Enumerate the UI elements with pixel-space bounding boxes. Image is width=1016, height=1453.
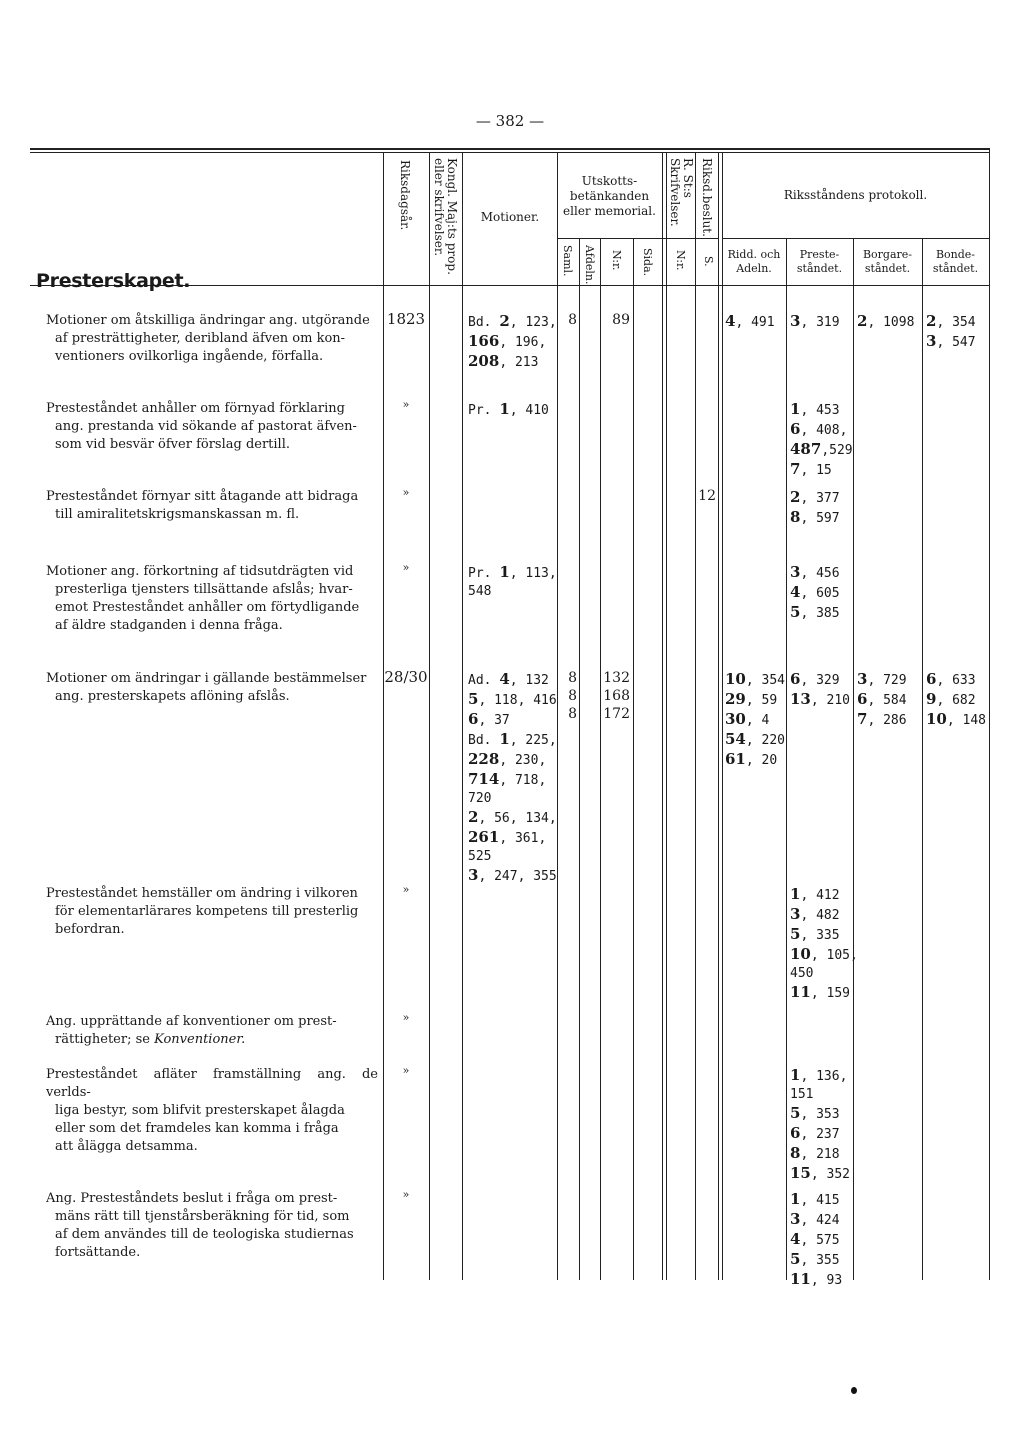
- motioner-ref-line: Ad. 4, 132: [468, 670, 549, 688]
- subheader-nr: N:r.: [610, 250, 623, 271]
- subheader-bonde-1: Bonde-: [935, 248, 976, 261]
- preste-ref-line: 3, 319: [790, 312, 840, 330]
- motioner-ref-line: 166, 196,: [468, 332, 547, 350]
- preste-ref-line: 1, 412: [790, 885, 840, 903]
- bonde-ref: [926, 312, 990, 352]
- description-line: presterliga tjensters tillsättande afslås; hvar-: [55, 582, 353, 597]
- description-line: för elementarlärares kompetens till presterlig: [55, 904, 359, 919]
- header-protokoll: Riksståndens protokoll.: [783, 188, 928, 202]
- preste-ref-line: 5, 353: [790, 1104, 840, 1122]
- riksdagsar-value: »: [402, 486, 410, 499]
- beslut-s-value: 12: [698, 488, 716, 504]
- description-line: Motioner om åtskilliga ändringar ang. utgörande: [46, 313, 370, 328]
- header-kongl: [432, 158, 458, 278]
- riksdagsar-value: »: [402, 1188, 410, 1201]
- riksdagsar-value: 28/30: [384, 668, 428, 686]
- subheader-ridd-2: Adeln.: [736, 262, 772, 275]
- header-kongl-text: Kongl. Maj:ts prop. eller skrifvelser.: [432, 158, 459, 275]
- entry-description: [46, 1013, 378, 1049]
- section-title: Presterskapet.: [36, 270, 191, 292]
- col-rule: [695, 152, 696, 1280]
- ridd-ref-line: 30, 4: [725, 710, 770, 728]
- description-line: Ang. Presteståndets beslut i fråga om prest-: [46, 1191, 338, 1206]
- entry-description: [46, 1190, 378, 1262]
- col-rule: [718, 152, 719, 1280]
- header-rsts-text: R. St:s Skrifvelser.: [668, 158, 695, 227]
- bonde-ref: [926, 670, 990, 730]
- preste-ref-line: 4, 605: [790, 583, 840, 601]
- preste-ref-line: 3, 456: [790, 563, 840, 581]
- riksdagsar-value: »: [402, 1064, 410, 1077]
- description-line: fortsättande.: [55, 1245, 141, 1260]
- preste-ref-line: 10, 105,: [790, 945, 858, 963]
- ridd-ref-line: 29, 59: [725, 690, 778, 708]
- motioner-ref-line: Pr. 1, 113,: [468, 563, 557, 581]
- description-line: Ang. upprättande af konventioner om prest-: [46, 1014, 337, 1029]
- col-rule: [462, 152, 463, 1280]
- subheader-bonde: [922, 248, 989, 276]
- description-line: mäns rätt till tjenstårsberäkning för tid, som: [55, 1209, 350, 1224]
- preste-ref-line: 6, 237: [790, 1124, 840, 1142]
- motioner-ref-line: 6, 37: [468, 710, 510, 728]
- entry-description: [46, 312, 378, 366]
- entry-description: [46, 670, 378, 706]
- preste-ref-line: 3, 482: [790, 905, 840, 923]
- riksdagsar-value: 1823: [386, 310, 426, 328]
- preste-ref-line: 5, 355: [790, 1250, 840, 1268]
- col-rule: [722, 152, 723, 1280]
- subheader-afdeln: Afdeln.: [583, 245, 596, 285]
- ridd-ref-line: 54, 220: [725, 730, 786, 748]
- motioner-ref-line: Bd. 2, 123,: [468, 312, 557, 330]
- description-line: liga bestyr, som blifvit presterskapet ålagda: [55, 1103, 345, 1118]
- preste-ref-line: 6, 329: [790, 670, 840, 688]
- preste-ref-line: 5, 385: [790, 603, 840, 621]
- motioner-ref-line: 228, 230,: [468, 750, 547, 768]
- preste-ref-line: 1, 136,: [790, 1066, 848, 1084]
- motioner-ref: [468, 670, 558, 886]
- entry-description: [46, 400, 378, 454]
- description-line: Presteståndet hemställer om ändring i vilkoren: [46, 886, 358, 901]
- col-rule: [922, 238, 923, 1280]
- table-top-rule: [30, 148, 990, 150]
- motioner-ref-line: 261, 361,: [468, 828, 547, 846]
- header-utskotts: [557, 174, 662, 219]
- col-rule: [600, 238, 601, 1280]
- bonde-ref-line: 3, 547: [926, 332, 976, 350]
- borgare-ref-line: 3, 729: [857, 670, 907, 688]
- description-line: rättigheter; se Konventioner.: [55, 1032, 246, 1047]
- motioner-ref-line: 720: [468, 791, 492, 806]
- preste-ref-line: 151: [790, 1087, 814, 1102]
- subheader-preste-1: Preste-: [799, 248, 840, 261]
- col-rule: [666, 152, 667, 1280]
- preste-ref-line: 450: [790, 966, 814, 981]
- table-top-rule-inner: [30, 152, 990, 153]
- motioner-ref-line: 3, 247, 355: [468, 866, 557, 884]
- preste-ref: [790, 563, 854, 623]
- subheader-bonde-2: ståndet.: [932, 262, 979, 275]
- subheader-preste: [786, 248, 853, 276]
- motioner-ref-line: 2, 56, 134,: [468, 808, 557, 826]
- description-line: Motioner ang. förkortning af tidsutdrägten vid: [46, 564, 354, 579]
- header-utskotts-1: Utskotts-: [581, 174, 638, 188]
- description-line: Presteståndet anhåller om förnyad förklaring: [46, 401, 345, 416]
- subheader-borgare: [853, 248, 922, 276]
- borgare-ref: [857, 312, 925, 332]
- preste-ref-line: 11, 159: [790, 983, 851, 1001]
- preste-ref: [790, 488, 854, 528]
- entry-description: [46, 885, 378, 939]
- borgare-ref-line: 7, 286: [857, 710, 907, 728]
- preste-ref: [790, 670, 854, 710]
- saml-value: 8: [568, 706, 577, 722]
- motioner-ref-line: 548: [468, 584, 492, 599]
- bonde-ref-line: 6, 633: [926, 670, 976, 688]
- ridd-ref-line: 4, 491: [725, 312, 775, 330]
- bonde-ref-line: 10, 148: [926, 710, 987, 728]
- preste-ref-line: 8, 597: [790, 508, 840, 526]
- nr-value: 168: [603, 688, 630, 704]
- bonde-ref-line: 2, 354: [926, 312, 976, 330]
- riksdagsar-value: »: [402, 1011, 410, 1024]
- ridd-ref-line: 10, 354: [725, 670, 786, 688]
- subheader-rule-right: [722, 238, 990, 239]
- preste-ref-line: 13, 210: [790, 690, 851, 708]
- motioner-ref: [468, 400, 558, 420]
- preste-ref-line: 8, 218: [790, 1144, 840, 1162]
- subheader-s: S.: [702, 256, 715, 267]
- saml-value: 8: [568, 670, 577, 686]
- description-line: befordran.: [55, 922, 125, 937]
- subheader-borgare-1: Borgare-: [862, 248, 913, 261]
- saml-value: 8: [568, 688, 577, 704]
- header-motioner: Motioner.: [480, 210, 540, 224]
- description-line: af dem användes till de teologiska studiernas: [55, 1227, 354, 1242]
- motioner-ref: [468, 312, 558, 372]
- description-line: eller som det framdeles kan komma i fråga: [55, 1121, 339, 1136]
- borgare-ref: [857, 670, 925, 730]
- preste-ref-line: 11, 93: [790, 1270, 843, 1288]
- col-rule: [579, 238, 580, 1280]
- borgare-ref-line: 2, 1098: [857, 312, 915, 330]
- preste-ref-line: 2, 377: [790, 488, 840, 506]
- preste-ref-line: 487,529: [790, 440, 853, 458]
- description-line: som vid besvär öfver förslag dertill.: [55, 437, 291, 452]
- description-line: Motioner om ändringar i gällande bestämmelser: [46, 671, 367, 686]
- preste-ref: [790, 1066, 854, 1184]
- nr-value: 89: [612, 312, 630, 328]
- ridd-ref: [725, 312, 789, 332]
- preste-ref-line: 1, 415: [790, 1190, 840, 1208]
- header-rsts: [668, 158, 694, 236]
- preste-ref-line: 1, 453: [790, 400, 840, 418]
- subheader-rule: [557, 238, 718, 239]
- motioner-ref-line: Pr. 1, 410: [468, 400, 549, 418]
- nr-value: 132: [603, 670, 630, 686]
- subheader-saml: Saml.: [561, 245, 574, 277]
- preste-ref: [790, 885, 858, 1003]
- riksdagsar-value: »: [402, 398, 410, 411]
- preste-ref-line: 3, 424: [790, 1210, 840, 1228]
- ink-dot: [851, 1387, 857, 1394]
- motioner-ref: [468, 563, 558, 601]
- description-line: af presträttigheter, deribland äfven om kon-: [55, 331, 346, 346]
- preste-ref: [790, 312, 854, 332]
- description-line: Presteståndet förnyar sitt åtagande att bidraga: [46, 489, 359, 504]
- nr-value: 172: [603, 706, 630, 722]
- col-rule: [633, 238, 634, 1280]
- header-utskotts-2: betänkanden: [569, 189, 650, 203]
- motioner-ref-line: 714, 718,: [468, 770, 547, 788]
- subheader-sida: Sida.: [641, 248, 654, 277]
- description-line: emot Presteståndet anhåller om förtydligande: [55, 600, 360, 615]
- subheader-ridd: [722, 248, 786, 276]
- description-line: af äldre stadganden i denna fråga.: [55, 618, 283, 633]
- entry-description: [46, 1066, 378, 1156]
- saml-value: 8: [568, 312, 577, 328]
- page-number: — 382 —: [475, 112, 545, 130]
- description-line: ventioners ovilkorliga ingående, förfalla.: [55, 349, 324, 364]
- motioner-ref-line: Bd. 1, 225,: [468, 730, 557, 748]
- motioner-ref-line: 208, 213: [468, 352, 539, 370]
- header-riksdagsar: Riksdagsår.: [398, 160, 412, 231]
- riksdagsar-value: »: [402, 561, 410, 574]
- description-line: ang. presterskapets aflöning afslås.: [55, 689, 290, 704]
- bonde-ref-line: 9, 682: [926, 690, 976, 708]
- col-rule: [429, 152, 430, 1280]
- preste-ref-line: 6, 408,: [790, 420, 848, 438]
- preste-ref-line: 4, 575: [790, 1230, 840, 1248]
- ridd-ref: [725, 670, 789, 770]
- description-line: Presteståndet afläter framställning ang. de verlds-: [46, 1067, 378, 1100]
- col-rule: [662, 152, 663, 1280]
- preste-ref-line: 7, 15: [790, 460, 832, 478]
- header-riksd-beslut: Riksd.beslut.: [700, 158, 714, 237]
- header-utskotts-3: eller memorial.: [563, 204, 656, 218]
- ridd-ref-line: 61, 20: [725, 750, 778, 768]
- subheader-nr-rsts: N:r.: [674, 250, 687, 271]
- description-line: att ålägga detsamma.: [55, 1139, 198, 1154]
- subheader-borgare-2: ståndet.: [864, 262, 911, 275]
- borgare-ref-line: 6, 584: [857, 690, 907, 708]
- motioner-ref-line: 525: [468, 849, 492, 864]
- preste-ref: [790, 1190, 854, 1290]
- motioner-ref-line: 5, 118, 416: [468, 690, 557, 708]
- riksdagsar-value: »: [402, 883, 410, 896]
- preste-ref-line: 15, 352: [790, 1164, 851, 1182]
- entry-description: [46, 563, 378, 635]
- description-line: till amiralitetskrigsmanskassan m. fl.: [55, 507, 300, 522]
- preste-ref: [790, 400, 854, 480]
- subheader-ridd-1: Ridd. och: [727, 248, 781, 261]
- subheader-preste-2: ståndet.: [796, 262, 843, 275]
- entry-description: [46, 488, 378, 524]
- preste-ref-line: 5, 335: [790, 925, 840, 943]
- description-line: ang. prestanda vid sökande af pastorat äfven-: [55, 419, 357, 434]
